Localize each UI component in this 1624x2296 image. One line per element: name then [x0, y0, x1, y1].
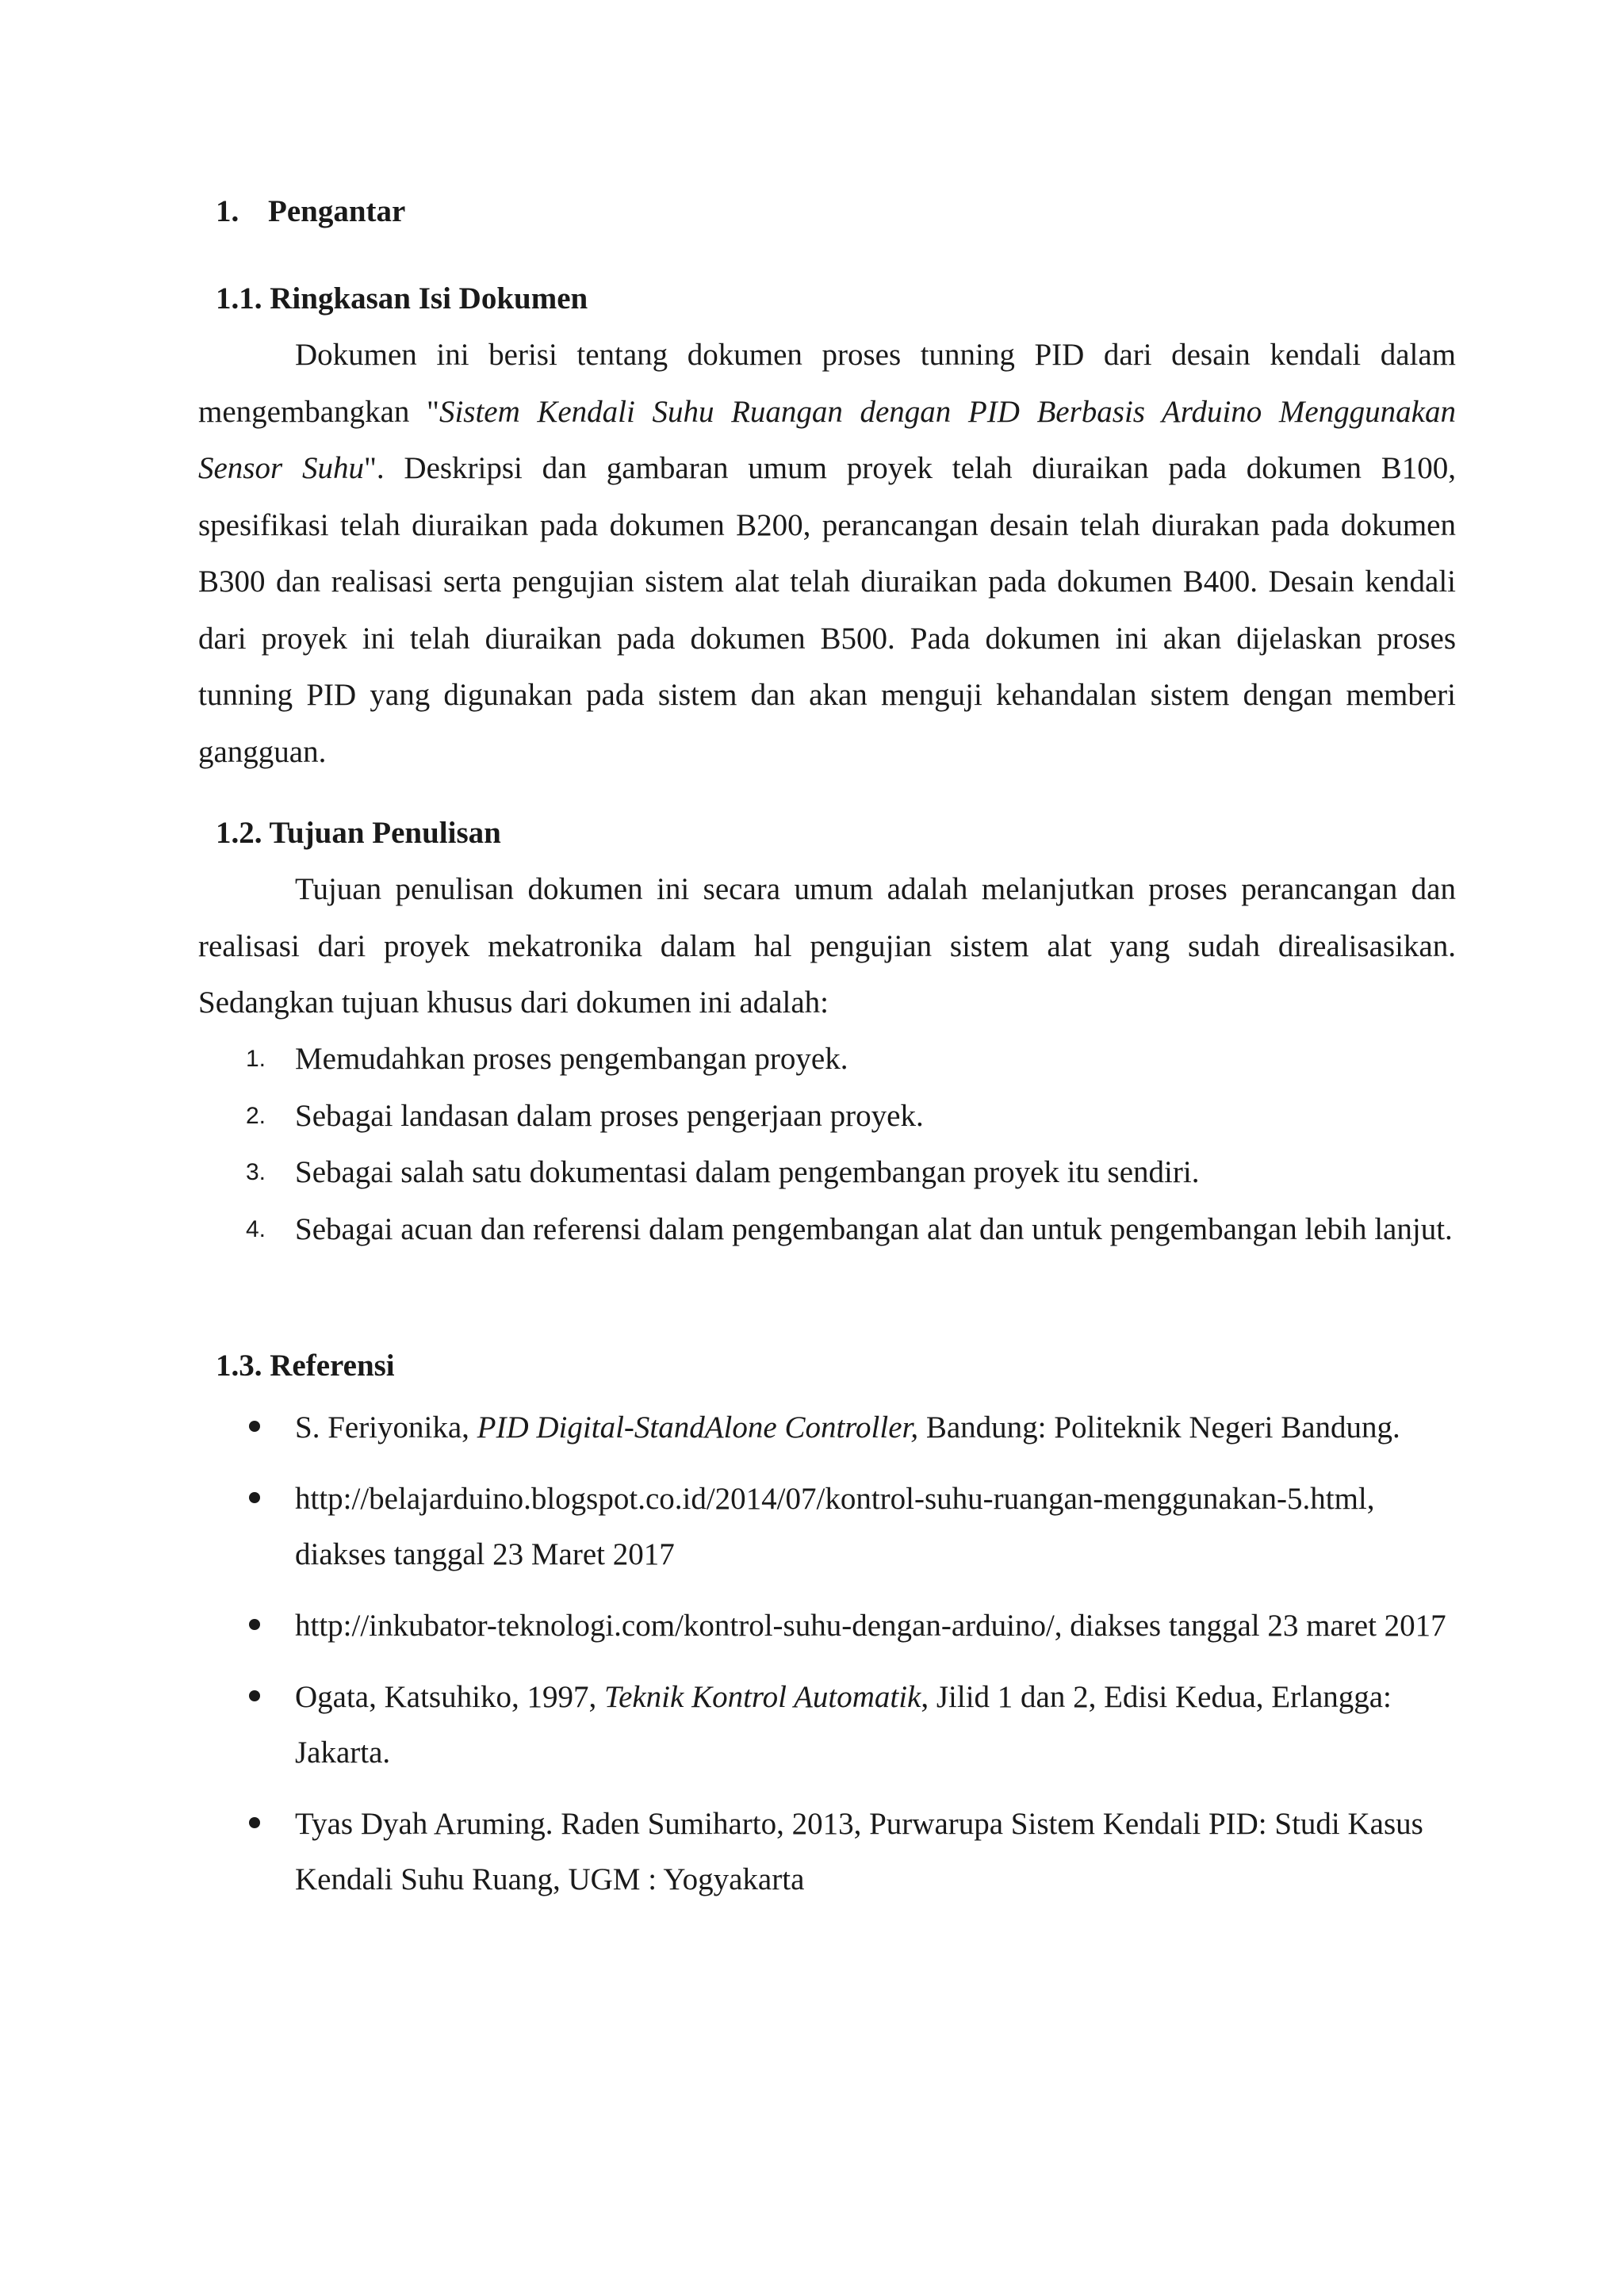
- reference-item: [198, 1598, 1456, 1654]
- list-item-text: Sebagai salah satu dokumentasi dalam pengembangan proyek itu sendiri.: [295, 1155, 1200, 1189]
- subheading-ringkasan: 1.1. Ringkasan Isi Dokumen: [216, 281, 588, 316]
- list-item: [198, 1031, 1456, 1088]
- list-item: [198, 1088, 1456, 1145]
- reference-text: http://belajarduino.blogspot.co.id/2014/07/kontrol-suhu-ruangan-menggunakan-5.html, diakses tanggal 23 Maret 2017: [295, 1482, 1375, 1571]
- list-item-text: Sebagai landasan dalam proses pengerjaan proyek.: [295, 1098, 924, 1133]
- list-number: 3.: [246, 1159, 266, 1185]
- reference-text-end: , Jilid 1 dan 2, Edisi Kedua, Erlangga: Jakarta.: [295, 1680, 1392, 1770]
- bullet-icon: [249, 1619, 260, 1630]
- list-number: 4.: [246, 1215, 266, 1242]
- reference-title: PID Digital-StandAlone Controller,: [477, 1410, 919, 1445]
- bullet-icon: [249, 1690, 260, 1701]
- ringkasan-text-end: ". Deskripsi dan gambaran umum proyek telah diuraikan pada dokumen B100, spesifikasi telah diuraikan pada dokumen B200, perancangan desain telah diurakan pada dokumen B300 dan realisasi serta pengujian sistem alat telah diuraikan pada dokumen B400. Desain kendali dari proyek ini telah diuraikan pada dokumen B500. Pada dokumen ini akan dijelaskan proses tunning PID yang digunakan pada sistem dan akan menguji kehandalan sistem dengan memberi gangguan.: [198, 451, 1456, 769]
- subheading-tujuan: 1.2. Tujuan Penulisan: [216, 816, 501, 850]
- list-number: 1.: [246, 1046, 266, 1072]
- reference-text: Tyas Dyah Aruming. Raden Sumiharto, 2013, Purwarupa Sistem Kendali PID: Studi Kasus Kendali Suhu Ruang, UGM : Yogyakarta: [295, 1807, 1423, 1896]
- section-title: Pengantar: [268, 194, 406, 228]
- paragraph-ringkasan: [198, 327, 1456, 780]
- reference-text: S. Feriyonika,: [295, 1410, 477, 1445]
- tujuan-list: [198, 1031, 1456, 1257]
- reference-title: Teknik Kontrol Automatik: [603, 1680, 921, 1714]
- reference-text-end: Bandung: Politeknik Negeri Bandung.: [918, 1410, 1400, 1445]
- tujuan-text: Tujuan penulisan dokumen ini secara umum adalah melanjutkan proses perancangan dan realisasi dari proyek mekatronika dalam hal pengujian sistem alat yang sudah direalisasikan. Sedangkan tujuan khusus dari dokumen ini adalah:: [198, 872, 1456, 1020]
- paragraph-tujuan: [198, 861, 1456, 1031]
- list-number: 2.: [246, 1102, 266, 1129]
- bullet-icon: [249, 1421, 260, 1432]
- reference-item: [198, 1400, 1456, 1456]
- reference-list: [198, 1400, 1456, 1923]
- section-heading-pengantar: [216, 193, 405, 229]
- list-item-text: Sebagai acuan dan referensi dalam pengembangan alat dan untuk pengembangan lebih lanjut.: [295, 1211, 1453, 1246]
- reference-text: http://inkubator-teknologi.com/kontrol-suhu-dengan-arduino/, diakses tanggal 23 maret 2017: [295, 1609, 1446, 1643]
- reference-item: [198, 1471, 1456, 1582]
- ringkasan-project-title: Sistem Kendali Suhu Ruangan dengan PID Berbasis Arduino Menggunakan Sensor Suhu: [198, 394, 1456, 485]
- reference-item: [198, 1797, 1456, 1908]
- ringkasan-text-start: Dokumen ini berisi tentang dokumen proses tunning PID dari desain kendali dalam mengembangkan ": [198, 338, 1456, 429]
- reference-text: Ogata, Katsuhiko, 1997,: [295, 1680, 604, 1714]
- section-number: 1.: [216, 194, 239, 228]
- subheading-referensi: 1.3. Referensi: [216, 1349, 395, 1383]
- bullet-icon: [249, 1492, 260, 1503]
- bullet-icon: [249, 1817, 260, 1828]
- reference-item: [198, 1670, 1456, 1781]
- list-item: [198, 1201, 1456, 1258]
- list-item-text: Memudahkan proses pengembangan proyek.: [295, 1042, 848, 1076]
- list-item: [198, 1144, 1456, 1201]
